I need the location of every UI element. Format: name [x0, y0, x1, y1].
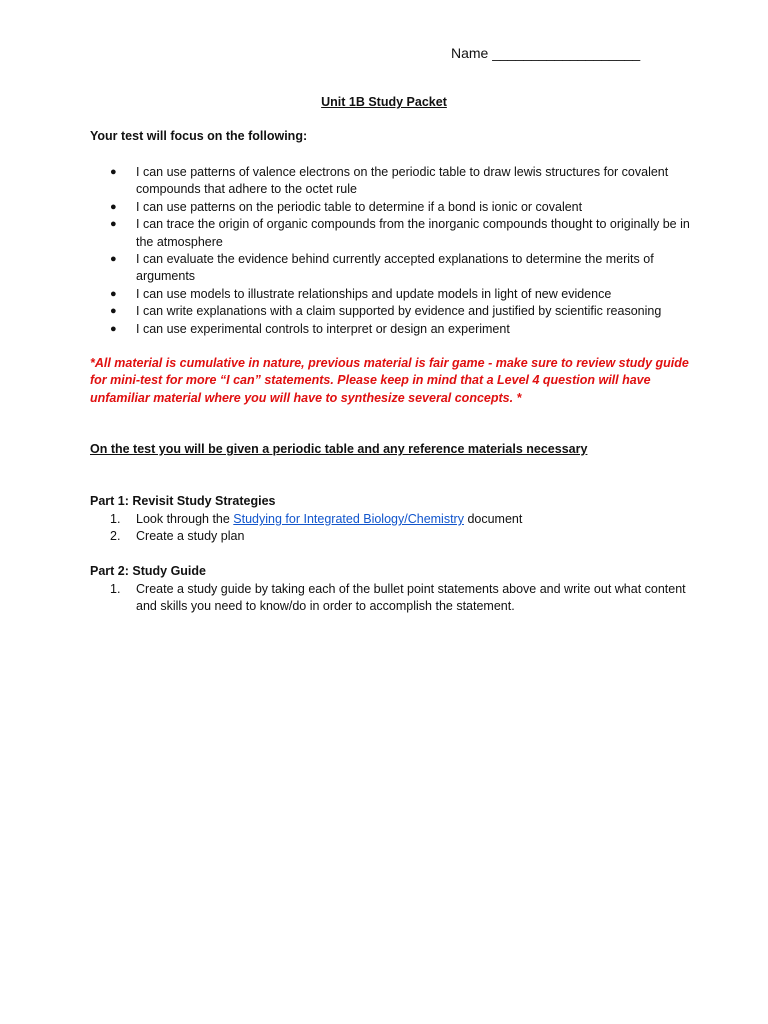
- step-text: Create a study plan: [136, 529, 245, 544]
- reference-materials-note: On the test you will be given a periodic table and any reference materials necessary: [90, 442, 588, 456]
- part2-step: [110, 581, 690, 616]
- part1-steps-list: [110, 511, 690, 546]
- step-text: Create a study guide by taking each of the bullet point statements above and write out what content and skills you need to know/do in order to accomplish the statement.: [136, 582, 686, 614]
- bullet-icon: ●: [110, 305, 117, 318]
- objective-item: [110, 303, 690, 320]
- objective-text: I can use patterns on the periodic table to determine if a bond is ionic or covalent: [136, 199, 583, 214]
- part1-step: [110, 528, 690, 545]
- objective-item: [110, 164, 690, 199]
- objectives-list: [110, 164, 690, 338]
- objective-text: I can use patterns of valence electrons on the periodic table to draw lewis structures for covalent compounds that adhere to the octet rule: [136, 165, 669, 197]
- bullet-icon: ●: [110, 253, 117, 266]
- objective-text: I can write explanations with a claim supported by evidence and justified by scientific reasoning: [136, 304, 662, 319]
- bullet-icon: ●: [110, 287, 117, 300]
- objective-text: I can trace the origin of organic compounds from the inorganic compounds thought to originally be in the atmosphere: [136, 217, 690, 249]
- step-number: 1.: [110, 582, 121, 596]
- part2-steps-list: [110, 581, 690, 616]
- bullet-icon: ●: [110, 200, 117, 213]
- page-title: Unit 1B Study Packet: [321, 95, 447, 109]
- objective-text: I can use experimental controls to interpret or design an experiment: [136, 321, 510, 336]
- part2-heading: Part 2: Study Guide: [90, 564, 206, 578]
- bullet-icon: ●: [110, 166, 117, 178]
- step-text-before: Look through the: [136, 512, 234, 526]
- focus-heading: Your test will focus on the following:: [90, 129, 308, 143]
- objective-item: [110, 251, 690, 286]
- objective-text: I can evaluate the evidence behind currently accepted explanations to determine the merits of arguments: [136, 252, 654, 284]
- step-number: 1.: [110, 512, 121, 526]
- cumulative-warning-note: *All material is cumulative in nature, previous material is fair game - make sure to review study guide for mini-test for more “I can” statements. Please keep in mind that a Level 4 question will have unfamiliar material where you will have to synthesize several concepts. *: [90, 356, 689, 405]
- step-text-after: document: [463, 512, 523, 526]
- objective-text: I can use models to illustrate relationships and update models in light of new evidence: [136, 286, 612, 301]
- part1-step: [110, 511, 690, 528]
- name-field-line: Name ___________________: [451, 45, 641, 61]
- step-number: 2.: [110, 529, 121, 544]
- bullet-icon: ●: [110, 218, 117, 231]
- objective-item: [110, 199, 690, 216]
- objective-item: [110, 321, 690, 338]
- objective-item: [110, 216, 690, 251]
- studying-guide-document-link[interactable]: Studying for Integrated Biology/Chemistry: [233, 512, 464, 526]
- part1-heading: Part 1: Revisit Study Strategies: [90, 494, 276, 508]
- objective-item: [110, 286, 690, 303]
- bullet-icon: ●: [110, 322, 117, 335]
